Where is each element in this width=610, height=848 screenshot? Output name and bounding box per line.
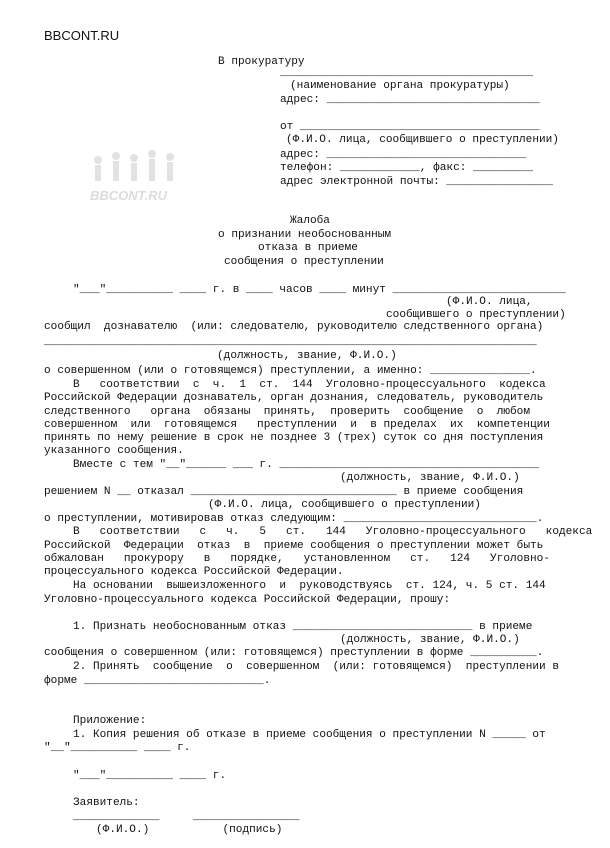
signature-date: "___"__________ ____ г. — [73, 770, 227, 782]
body-line: Российской Федерации дознаватель, орган дознания, следователь, руководитель — [44, 392, 544, 404]
body-line: о преступлении, мотивировав отказ следующим: _____________________________. — [44, 513, 544, 525]
body-line: о совершенном (или о готовящемся) преступлении, а именно: _______________. — [44, 365, 537, 377]
body-line: решением N __ отказал _______________________________ в приеме сообщения — [44, 486, 524, 498]
body-line: следственного органа обязаны принять, проверить сообщение о любом — [44, 406, 530, 418]
body-line: процессуального кодекса Российской Федерации. — [44, 566, 344, 578]
appendix-heading: Приложение: — [73, 715, 147, 727]
body-line: "___"__________ ____ г. в ____ часов ____ минут __________________________ — [73, 284, 566, 296]
body-line: Вместе с тем "__"______ ___ г. _______________________________________ — [73, 459, 540, 471]
body-line: Уголовно-процессуального кодекса Российской Федерации, прошу: — [44, 594, 451, 606]
body-line: указанного сообщения. — [44, 445, 184, 457]
doc-title: отказа в приеме — [258, 242, 358, 254]
signature-lines: _____________ ________________ — [73, 811, 300, 823]
applicant-label: Заявитель: — [73, 797, 140, 809]
body-line: В соответствии с ч. 5 ст. 144 Уголовно-процессуального кодекса — [73, 526, 593, 538]
header-from: от ____________________________________ — [280, 121, 540, 133]
body-line: Российской Федерации отказ в приеме сообщения о преступлении может быть — [44, 540, 544, 552]
body-line: форме ___________________________. — [44, 675, 271, 687]
request-item: 1. Признать необоснованным отказ ___________________________ в приеме — [73, 621, 533, 633]
request-item: 2. Принять сообщение о совершенном (или: готовящемся) преступлении в — [73, 661, 559, 673]
body-line: принять по нему решение в срок не позднее 3 (трех) суток со дня поступления — [44, 432, 544, 444]
body-line: сообщения о совершенном (или: готовящемся) преступлении в форме __________. — [44, 647, 544, 659]
doc-title: Жалоба — [290, 215, 330, 227]
body-line: __________________________________________________________________________ — [44, 336, 537, 348]
doc-title: сообщения о преступлении — [224, 256, 384, 268]
site-name: BBCONT.RU — [44, 28, 120, 43]
signature-captions: (Ф.И.О.) (подпись) — [96, 824, 283, 836]
header-caption: (наименование органа прокуратуры) — [290, 80, 510, 92]
body-caption: (должность, звание, Ф.И.О.) — [340, 472, 520, 484]
header-caption: (Ф.И.О. лица, сообщившего о преступлении) — [286, 134, 559, 146]
header-address: адрес: ________________________________ — [280, 94, 540, 106]
body-caption: (Ф.И.О. лица, сообщившего о преступлении) — [208, 499, 481, 511]
watermark-logo — [86, 148, 196, 208]
body-line: совершенном или готовящемся преступлении и в пределах их компетенции — [44, 419, 550, 431]
header-recipient: В прокуратуру — [218, 56, 305, 68]
appendix-date: "__"__________ ____ г. — [44, 742, 191, 754]
header-line: ______________________________________ — [280, 67, 533, 79]
watermark-text: BBCONT.RU — [90, 188, 168, 203]
body-caption: сообщившего о преступлении) — [386, 309, 566, 321]
body-line: В соответствии с ч. 1 ст. 144 Уголовно-процессуального кодекса — [73, 379, 546, 391]
body-caption: (должность, звание, Ф.И.О.) — [217, 350, 397, 362]
body-line: сообщил дознавателю (или: следователю, руководителю следственного органа) — [44, 321, 544, 333]
doc-title: о признании необоснованным — [218, 229, 392, 241]
body-line: На основании вышеизложенного и руководствуясь ст. 124, ч. 5 ст. 144 — [73, 580, 546, 592]
appendix-item: 1. Копия решения об отказе в приеме сообщения о преступлении N _____ от — [73, 729, 546, 741]
header-phone: телефон: ____________, факс: _________ — [280, 162, 533, 174]
body-caption: (должность, звание, Ф.И.О.) — [340, 634, 520, 646]
body-caption: (Ф.И.О. лица, — [446, 296, 533, 308]
header-email: адрес электронной почты: ________________ — [280, 176, 553, 188]
body-line: обжалован прокурору в порядке, установленном ст. 124 Уголовно- — [44, 553, 550, 565]
header-address: адрес: ______________________________ — [280, 149, 527, 161]
